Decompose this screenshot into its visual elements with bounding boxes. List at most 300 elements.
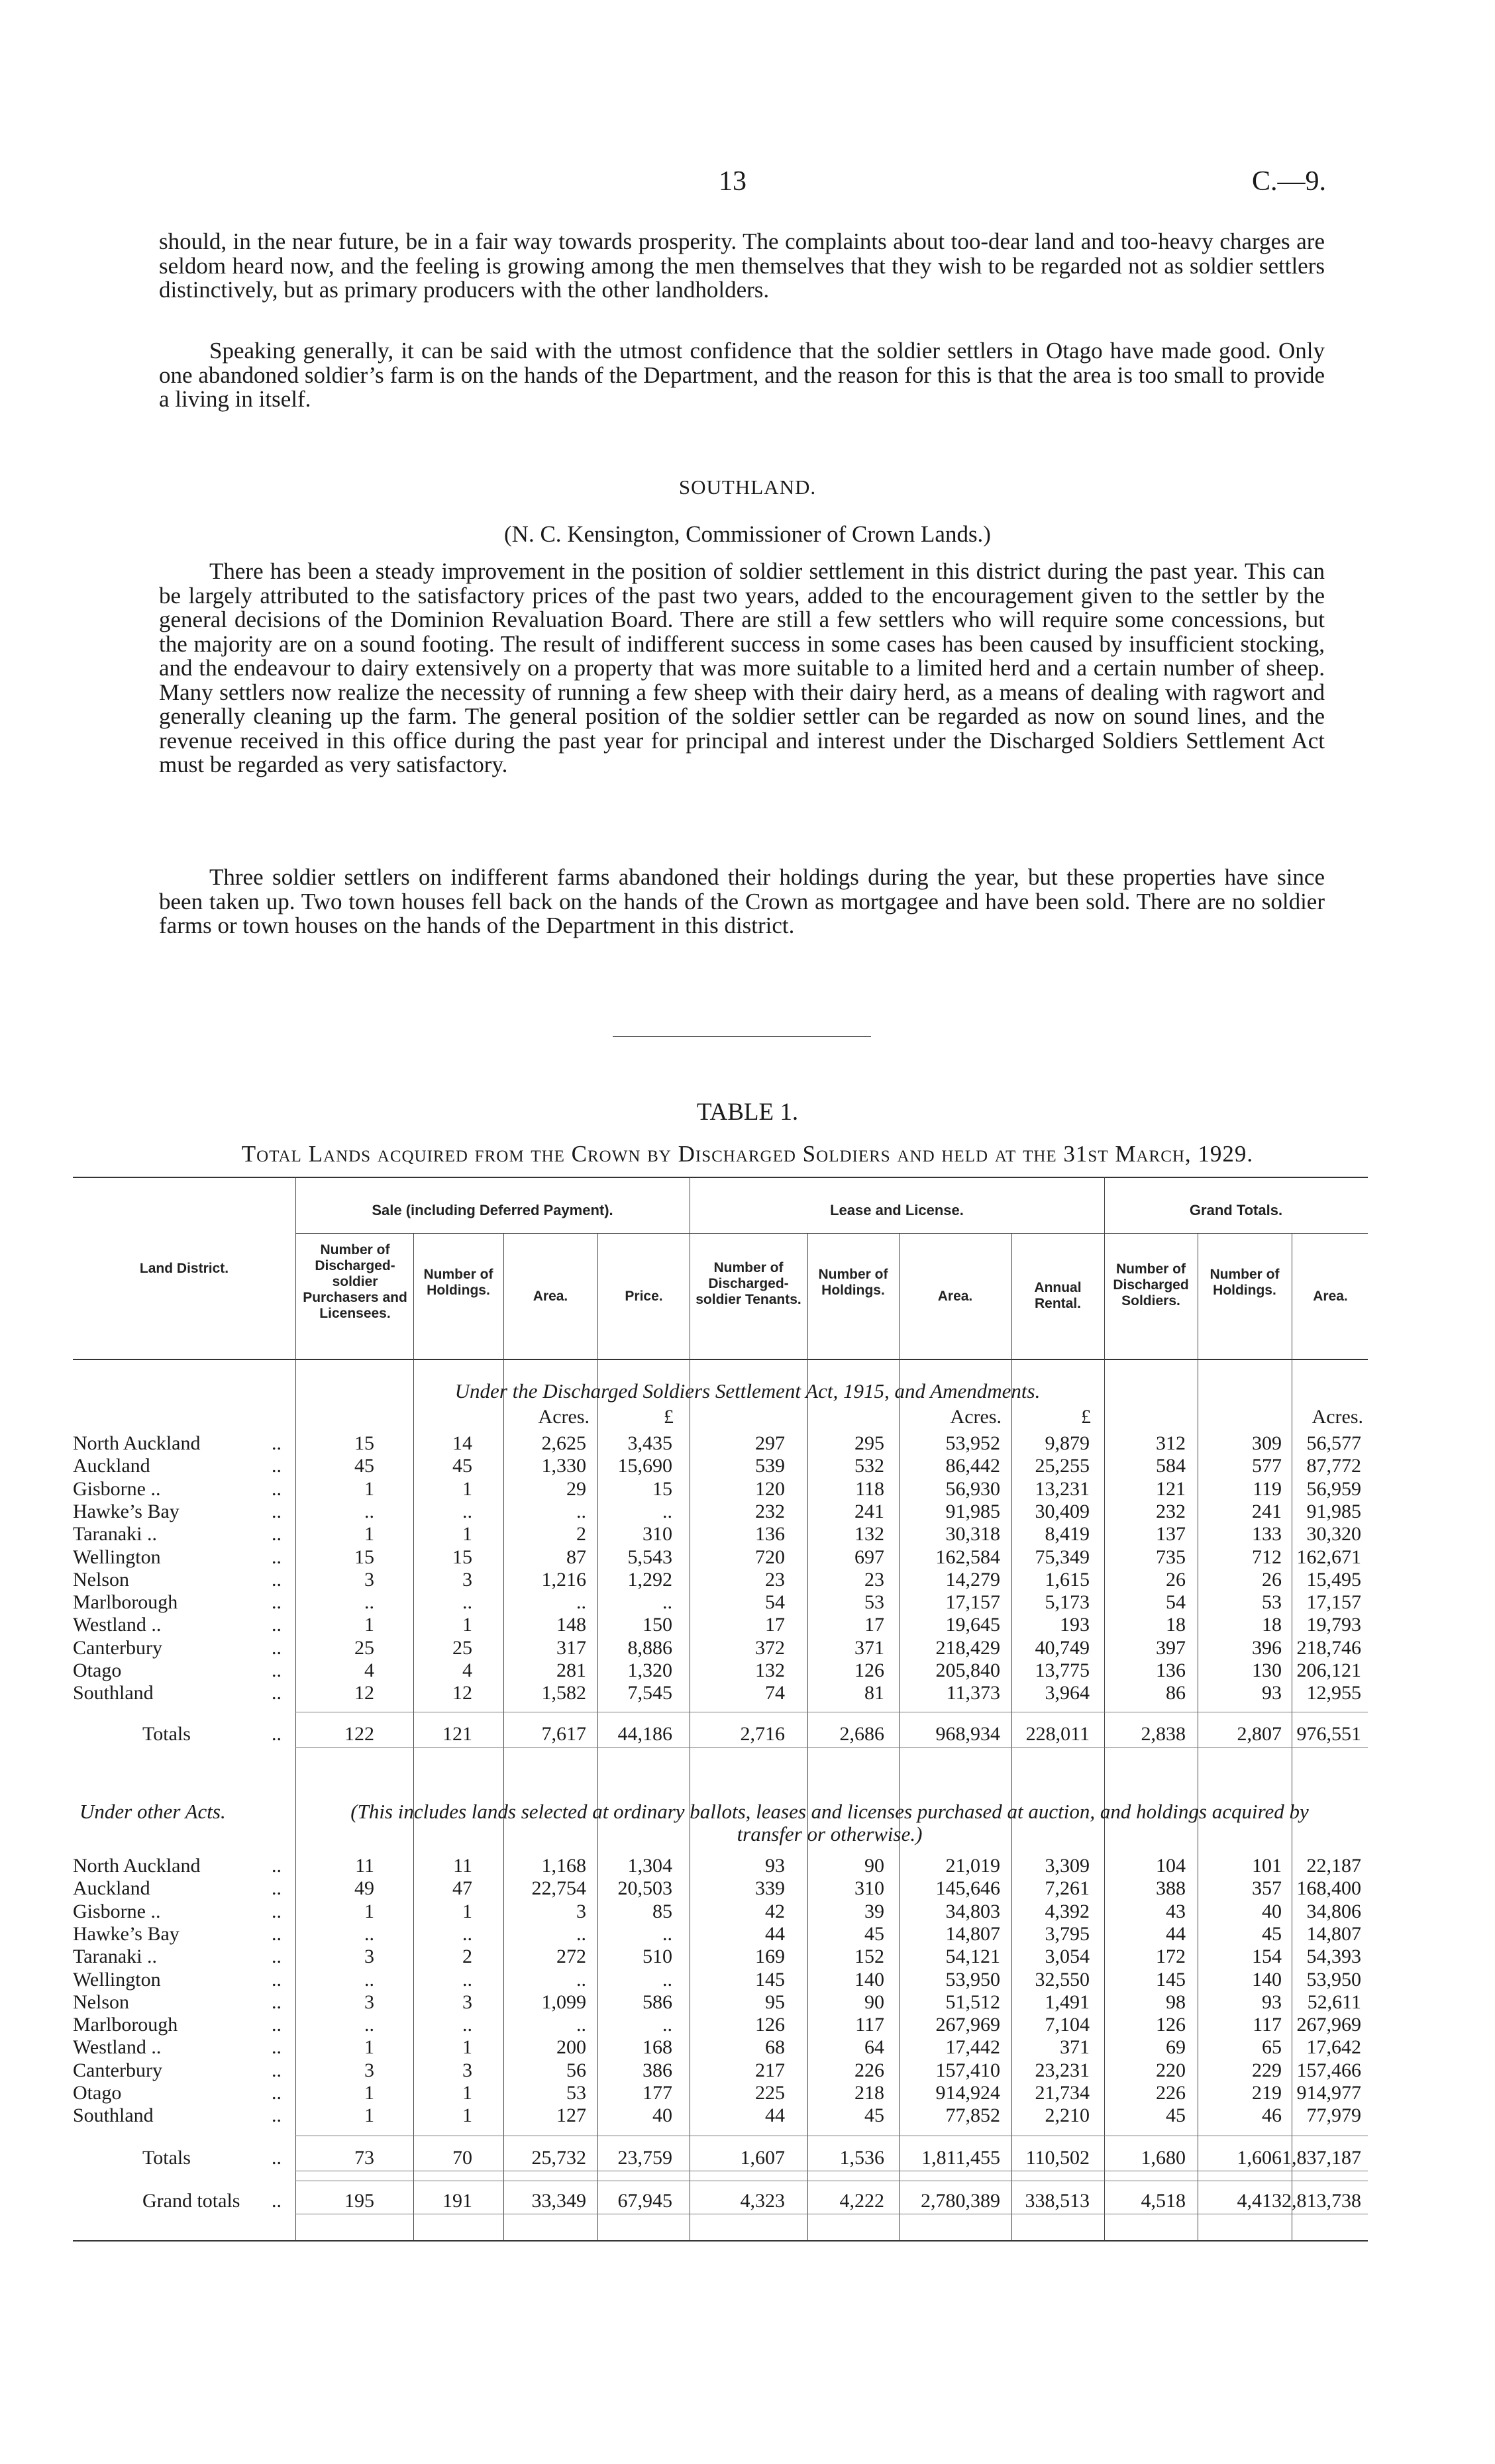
table-cell: 18 (1262, 1614, 1282, 1636)
unit-acres: Acres. (950, 1406, 1002, 1428)
table-cell: 18 (1166, 1614, 1186, 1636)
col-header-price: Price. (625, 1289, 663, 1304)
table-cell: 45 (864, 1922, 884, 1945)
table-cell: 136 (1156, 1659, 1186, 1681)
table-cell: 17 (864, 1614, 884, 1636)
table-cell: 12 (354, 1682, 374, 1704)
table-cell: 357 (1252, 1877, 1282, 1900)
land-district: Southland (73, 1682, 154, 1704)
table-cell: 172 (1156, 1946, 1186, 1968)
table-cell: 39 (864, 1900, 884, 1922)
table-cell: 127 (556, 2104, 586, 2127)
table-cell: 53 (864, 1591, 884, 1614)
unit-pound: £ (1081, 1406, 1091, 1428)
table-cell: 218,746 (1296, 1636, 1361, 1659)
table-cell: 53,952 (945, 1432, 1000, 1454)
table-cell: 295 (854, 1432, 884, 1454)
table-cell: 90 (864, 1855, 884, 1877)
table-cell: 9,879 (1045, 1432, 1090, 1454)
table-cell: .. (462, 1922, 472, 1945)
table-cell: 1,582 (541, 1682, 586, 1704)
table-cell: 3,795 (1045, 1922, 1090, 1945)
table-cell: 74 (765, 1682, 785, 1704)
table-cell: 397 (1156, 1636, 1186, 1659)
land-district: Totals (142, 2147, 191, 2169)
table-cell: 297 (755, 1432, 785, 1454)
table-caption: Total Lands acquired from the Crown by Discharged Soldiers and held at the 31st March, 1929. (241, 1141, 1254, 1167)
table-cell: 117 (855, 2014, 884, 2036)
table-row (73, 1546, 1365, 1569)
leader-dots: .. (272, 1432, 282, 1454)
table-cell: 67,945 (617, 2190, 672, 2212)
table-cell: 87,772 (1306, 1455, 1361, 1477)
table-cell: 44 (1166, 1922, 1186, 1945)
table-cell: 86 (1166, 1682, 1186, 1704)
table-cell: 1,811,455 (921, 2147, 1000, 2169)
table-cell: 69 (1166, 2036, 1186, 2059)
table-cell: 168,400 (1296, 1877, 1361, 1900)
table-row (73, 1432, 1365, 1455)
table-cell: 226 (1156, 2082, 1186, 2104)
table-cell: 281 (556, 1659, 586, 1681)
table-cell: 4,222 (839, 2190, 884, 2212)
leader-dots: .. (272, 2147, 282, 2169)
leader-dots: .. (272, 1855, 282, 1877)
table-cell: 2,686 (839, 1723, 884, 1745)
table-cell: 47 (452, 1877, 472, 1900)
table-cell: 1 (462, 1614, 472, 1636)
leader-dots: .. (272, 2059, 282, 2081)
table-cell: 3,964 (1045, 1682, 1090, 1704)
table-cell: 21,019 (945, 1855, 1000, 1877)
table-cell: 1,491 (1045, 1991, 1090, 2013)
table-cell: 15 (354, 1546, 374, 1568)
table-cell: 32,550 (1035, 1968, 1090, 1991)
section2-note-cont (291, 1822, 1368, 1846)
leader-dots: .. (272, 1568, 282, 1591)
table-cell: 539 (755, 1455, 785, 1477)
table-cell: 976,551 (1296, 1723, 1361, 1745)
leader-dots: .. (272, 1500, 282, 1522)
table-cell: 914,924 (935, 2082, 1000, 2104)
table-cell: 40,749 (1035, 1636, 1090, 1659)
table-cell: 3,054 (1045, 1946, 1090, 1968)
table-cell: 25,732 (531, 2147, 586, 2169)
table-cell: 1 (462, 2104, 472, 2127)
table-cell: 2 (576, 1523, 586, 1546)
table-cell: 219 (1252, 2082, 1282, 2104)
table-cell: 1,292 (627, 1568, 672, 1591)
leader-dots: .. (272, 1991, 282, 2013)
table-cell: 45 (1166, 2104, 1186, 2127)
table-cell: 51,512 (945, 1991, 1000, 2013)
table-cell: 23,231 (1035, 2059, 1090, 2081)
table-cell: 15 (354, 1432, 374, 1454)
table-cell: 44 (765, 1922, 785, 1945)
table-cell: 2,716 (740, 1723, 785, 1745)
table-cell: 15,495 (1306, 1568, 1361, 1591)
table-cell: 85 (652, 1900, 672, 1922)
group-header-grand: Grand Totals. (1189, 1202, 1283, 1218)
table-cell: 3,309 (1045, 1855, 1090, 1877)
totals-row (73, 1723, 1365, 1746)
table-row (73, 1614, 1365, 1636)
unit-acres: Acres. (538, 1406, 590, 1428)
southland-heading: SOUTHLAND. (678, 475, 817, 499)
group-header-rule (295, 1233, 1368, 1234)
table-cell: 15 (452, 1546, 472, 1568)
table-cell: 54,121 (945, 1946, 1000, 1968)
table-cell: 126 (1156, 2014, 1186, 2036)
table-row (73, 1900, 1365, 1923)
table-cell: 5,173 (1045, 1591, 1090, 1614)
table-cell: 1 (364, 1900, 374, 1922)
table-cell: 54 (765, 1591, 785, 1614)
table-cell: 2,813,738 (1282, 2190, 1361, 2212)
section2-note-line2: transfer or otherwise.) (737, 1822, 923, 1846)
table-cell: 1,304 (627, 1855, 672, 1877)
leader-dots: .. (272, 2082, 282, 2104)
section1-title: Under the Discharged Soldiers Settlement Act, 1915, and Amendments. (454, 1379, 1041, 1403)
table-cell: 5,543 (627, 1546, 672, 1568)
table-cell: 267,969 (935, 2014, 1000, 2036)
page-number: 13 (719, 166, 747, 197)
table-cell: 169 (755, 1946, 785, 1968)
table-cell: 121 (442, 1723, 472, 1745)
leader-dots: .. (272, 1946, 282, 1968)
leader-dots: .. (272, 2036, 282, 2059)
col-header-annual-rental: Annual Rental. (1034, 1280, 1082, 1311)
land-district: Gisborne .. (73, 1477, 161, 1500)
table-cell: 2,780,389 (921, 2190, 1000, 2212)
table-row (73, 1969, 1365, 1991)
table-cell: 200 (556, 2036, 586, 2059)
leader-dots: .. (272, 1968, 282, 1991)
table-cell: 73 (354, 2147, 374, 2169)
table-cell: 45 (864, 2104, 884, 2127)
table-cell: 54 (1166, 1591, 1186, 1614)
table-cell: 117 (1253, 2014, 1282, 2036)
leader-dots: .. (272, 1591, 282, 1614)
table-row (73, 1637, 1365, 1659)
southland-byline-text: (N. C. Kensington, Commissioner of Crown Lands.) (504, 521, 991, 547)
table-cell: 168 (643, 2036, 672, 2059)
unit-pound: £ (664, 1406, 674, 1428)
table-cell: 42 (765, 1900, 785, 1922)
table-cell: 1 (462, 1477, 472, 1500)
table-row (73, 1991, 1365, 2014)
table-cell: .. (364, 1922, 374, 1945)
table-cell: 191 (442, 2190, 472, 2212)
land-district: Marlborough (73, 1591, 178, 1614)
table-cell: 118 (855, 1477, 884, 1500)
table-cell: 40 (652, 2104, 672, 2127)
table-cell: 4,518 (1141, 2190, 1186, 2212)
table-cell: 1 (462, 1900, 472, 1922)
table-cell: 17,157 (945, 1591, 1000, 1614)
land-district: Totals (142, 1723, 191, 1745)
land-district: Marlborough (73, 2014, 178, 2036)
table-cell: 267,969 (1296, 2014, 1361, 2036)
table-cell: 193 (1060, 1614, 1090, 1636)
table-cell: 4 (462, 1659, 472, 1681)
land-district: Hawke’s Bay (73, 1922, 180, 1945)
table-cell: 1,320 (627, 1659, 672, 1681)
col-header-sale-holdings: Number of Holdings. (423, 1267, 493, 1298)
table-cell: .. (364, 2014, 374, 2036)
leader-dots: .. (272, 2190, 282, 2212)
table-cell: 53,950 (1306, 1968, 1361, 1991)
table-cell: 93 (765, 1855, 785, 1877)
table-cell: 49 (354, 1877, 374, 1900)
table-cell: 119 (1253, 1477, 1282, 1500)
table-cell: 1 (462, 2082, 472, 2104)
table-cell: 23 (864, 1568, 884, 1591)
col-header-grand-holdings: Number of Holdings. (1210, 1267, 1280, 1298)
table-cell: 23,759 (617, 2147, 672, 2169)
table-cell: 133 (1252, 1523, 1282, 1546)
table-cell: 93 (1262, 1991, 1282, 2013)
table-cell: 91,985 (1306, 1500, 1361, 1522)
table-row (73, 1591, 1365, 1614)
table-cell: 1 (364, 1523, 374, 1546)
table-cell: 914,977 (1296, 2082, 1361, 2104)
table-cell: 712 (1252, 1546, 1282, 1568)
page-header (0, 166, 1495, 205)
table-cell: .. (576, 2014, 586, 2036)
table-cell: 388 (1156, 1877, 1186, 1900)
table-cell: 145,646 (935, 1877, 1000, 1900)
table-cell: .. (662, 1591, 672, 1614)
table-cell: 157,410 (935, 2059, 1000, 2081)
table-cell: 229 (1252, 2059, 1282, 2081)
leader-dots: .. (272, 1477, 282, 1500)
table-cell: 14,279 (945, 1568, 1000, 1591)
table-cell: 132 (755, 1659, 785, 1681)
table-cell: 45 (354, 1455, 374, 1477)
table-cell: 8,419 (1045, 1523, 1090, 1546)
table-cell: 132 (854, 1523, 884, 1546)
table-cell: 218 (854, 2082, 884, 2104)
table-cell: 577 (1252, 1455, 1282, 1477)
table-cell: 26 (1166, 1568, 1186, 1591)
table-cell: 101 (1252, 1855, 1282, 1877)
table-cell: 145 (1156, 1968, 1186, 1991)
land-district: Nelson (73, 1991, 129, 2013)
leader-dots: .. (272, 1682, 282, 1704)
table-cell: 30,318 (945, 1523, 1000, 1546)
table-cell: 75,349 (1035, 1546, 1090, 1568)
table-cell: 12 (452, 1682, 472, 1704)
table-cell: 241 (854, 1500, 884, 1522)
table-cell: 25 (354, 1636, 374, 1659)
table-cell: 720 (755, 1546, 785, 1568)
table-cell: .. (462, 1591, 472, 1614)
land-district: Auckland (73, 1877, 150, 1900)
table-cell: 136 (755, 1523, 785, 1546)
group-header-sale: Sale (including Deferred Payment). (372, 1202, 613, 1218)
table-row (73, 2036, 1365, 2059)
table-cell: 77,979 (1306, 2104, 1361, 2127)
table-cell: 310 (643, 1523, 672, 1546)
table-cell: .. (462, 1968, 472, 1991)
table-cell: 228,011 (1025, 1723, 1090, 1745)
table-cell: 2 (462, 1946, 472, 1968)
table-cell: 4,413 (1237, 2190, 1282, 2212)
table-cell: 110,502 (1025, 2147, 1090, 2169)
table-row (73, 1523, 1365, 1546)
table-row (73, 1501, 1365, 1523)
table-cell: .. (662, 2014, 672, 2036)
table-cell: 162,584 (935, 1546, 1000, 1568)
table-cell: 29 (566, 1477, 586, 1500)
table-cell: 21,734 (1035, 2082, 1090, 2104)
table-cell: 56 (566, 2059, 586, 2081)
table-cell: 95 (765, 1991, 785, 2013)
col-header-sale-area: Area. (533, 1289, 568, 1304)
leader-dots: .. (272, 1723, 282, 1745)
table-cell: 33,349 (531, 2190, 586, 2212)
table-row (73, 2104, 1365, 2127)
table-cell: 586 (643, 1991, 672, 2013)
leader-dots: .. (272, 1455, 282, 1477)
table-cell: 87 (566, 1546, 586, 1568)
table-cell: 162,671 (1296, 1546, 1361, 1568)
table-cell: 968,934 (935, 1723, 1000, 1745)
table-cell: 45 (452, 1455, 472, 1477)
land-district: Otago (73, 2082, 122, 2104)
table-cell: 98 (1166, 1991, 1186, 2013)
table-cell: 13,775 (1035, 1659, 1090, 1681)
land-district: Canterbury (73, 1636, 162, 1659)
table-row (73, 1569, 1365, 1591)
table-cell: 1 (364, 2104, 374, 2127)
table-cell: 532 (854, 1455, 884, 1477)
table-cell: 272 (556, 1946, 586, 1968)
table-cell: 25 (452, 1636, 472, 1659)
table-cell: 15,690 (617, 1455, 672, 1477)
table-cell: 372 (755, 1636, 785, 1659)
table-cell: 3 (462, 1568, 472, 1591)
table-cell: 46 (1262, 2104, 1282, 2127)
table-cell: 312 (1156, 1432, 1186, 1454)
section2-note-line1: (This includes lands selected at ordinary ballots, leases and licenses purchased at auction, and holdings acquired by (350, 1800, 1309, 1823)
table-cell: 130 (1252, 1659, 1282, 1681)
table-cell: 1,615 (1045, 1568, 1090, 1591)
table-row (73, 1855, 1365, 1877)
table-cell: 1,680 (1141, 2147, 1186, 2169)
table-cell: 386 (643, 2059, 672, 2081)
table-label: TABLE 1. (696, 1099, 799, 1126)
table-cell: .. (576, 1591, 586, 1614)
table-cell: 1,168 (541, 1855, 586, 1877)
table-cell: 56,959 (1306, 1477, 1361, 1500)
table-cell: 30,409 (1035, 1500, 1090, 1522)
table-cell: 317 (556, 1636, 586, 1659)
land-district: Gisborne .. (73, 1900, 161, 1922)
table-cell: 1,536 (839, 2147, 884, 2169)
table-cell: 1 (364, 1477, 374, 1500)
table-cell: 11 (453, 1855, 472, 1877)
table-cell: 52,611 (1307, 1991, 1361, 2013)
leader-dots: .. (272, 1900, 282, 1922)
table-cell: 8,886 (627, 1636, 672, 1659)
table-cell: 232 (755, 1500, 785, 1522)
table-cell: 14,807 (1306, 1922, 1361, 1945)
land-district: Canterbury (73, 2059, 162, 2081)
table-cell: 1,606 (1237, 2147, 1282, 2169)
table-cell: 121 (1156, 1477, 1186, 1500)
table-cell: .. (662, 1968, 672, 1991)
table-cell: 1,837,187 (1282, 2147, 1361, 2169)
southland-paragraph-2: Three soldier settlers on indifferent farms abandoned their holdings during the year, but these properties have since been taken up. Two town houses fell back on the hands of the Crown as mortgagee and have been sold. There are no soldier farms or town houses on the hands of the Department in this district. (159, 864, 1325, 938)
section-divider (613, 1036, 871, 1037)
table-cell: 22,187 (1306, 1855, 1361, 1877)
table-cell: 2,210 (1045, 2104, 1090, 2127)
table-cell: 371 (854, 1636, 884, 1659)
document-reference: C.—9. (1251, 166, 1326, 197)
section2-note (291, 1800, 1368, 1824)
table-bottom-rule (73, 2240, 1368, 2242)
table-cell: 735 (1156, 1546, 1186, 1568)
table-row (73, 2082, 1365, 2104)
table-cell: 205,840 (935, 1659, 1000, 1681)
table-cell: 2,838 (1141, 1723, 1186, 1745)
table-cell: 15 (652, 1477, 672, 1500)
table-cell: 137 (1156, 1523, 1186, 1546)
grand-totals-row (73, 2190, 1365, 2212)
table-cell: 34,803 (945, 1900, 1000, 1922)
table-cell: 3 (576, 1900, 586, 1922)
otago-paragraph-1: should, in the near future, be in a fair way towards prosperity. The complaints about too-dear land and too-heavy charges are seldom heard now, and the feeling is growing among the men themselves that they wish to be regarded not as soldier settlers distinctively, but as primary producers with the other landholders. (159, 228, 1325, 303)
table-cell: 11 (355, 1855, 374, 1877)
table-cell: 1,607 (740, 2147, 785, 2169)
section2-label: Under other Acts. (79, 1800, 226, 1823)
table-cell: 4,392 (1045, 1900, 1090, 1922)
table-cell: .. (364, 1500, 374, 1522)
table-row (73, 2059, 1365, 2082)
table-cell: 22,754 (531, 1877, 586, 1900)
table-cell: 154 (1252, 1946, 1282, 1968)
table-cell: 40 (1262, 1900, 1282, 1922)
table-cell: 206,121 (1296, 1659, 1361, 1681)
table-cell: 1 (462, 1523, 472, 1546)
land-district: Southland (73, 2104, 154, 2127)
table-cell: 7,545 (627, 1682, 672, 1704)
table-row (73, 1923, 1365, 1946)
table-cell: 3 (364, 2059, 374, 2081)
table-cell: 241 (1252, 1500, 1282, 1522)
table-cell: 140 (854, 1968, 884, 1991)
table-cell: .. (576, 1922, 586, 1945)
total-rule (295, 1747, 1368, 1748)
table-cell: 1 (364, 2036, 374, 2059)
land-district: Westland .. (73, 2036, 162, 2059)
table-cell: 86,442 (945, 1455, 1000, 1477)
table-cell: .. (462, 2014, 472, 2036)
table-cell: 510 (643, 1946, 672, 1968)
col-header-land-district: Land District. (139, 1261, 229, 1276)
table-cell: 44 (765, 2104, 785, 2127)
table-cell: 54,393 (1306, 1946, 1361, 1968)
table-row (73, 1659, 1365, 1682)
table-cell: 45 (1262, 1922, 1282, 1945)
col-header-purchasers: Number of Discharged-soldier Purchasers and Licensees. (303, 1242, 407, 1321)
leader-dots: .. (272, 1636, 282, 1659)
table-cell: 65 (1262, 2036, 1282, 2059)
col-header-tenants: Number of Discharged-soldier Tenants. (696, 1260, 801, 1307)
table-cell: 122 (344, 1723, 374, 1745)
